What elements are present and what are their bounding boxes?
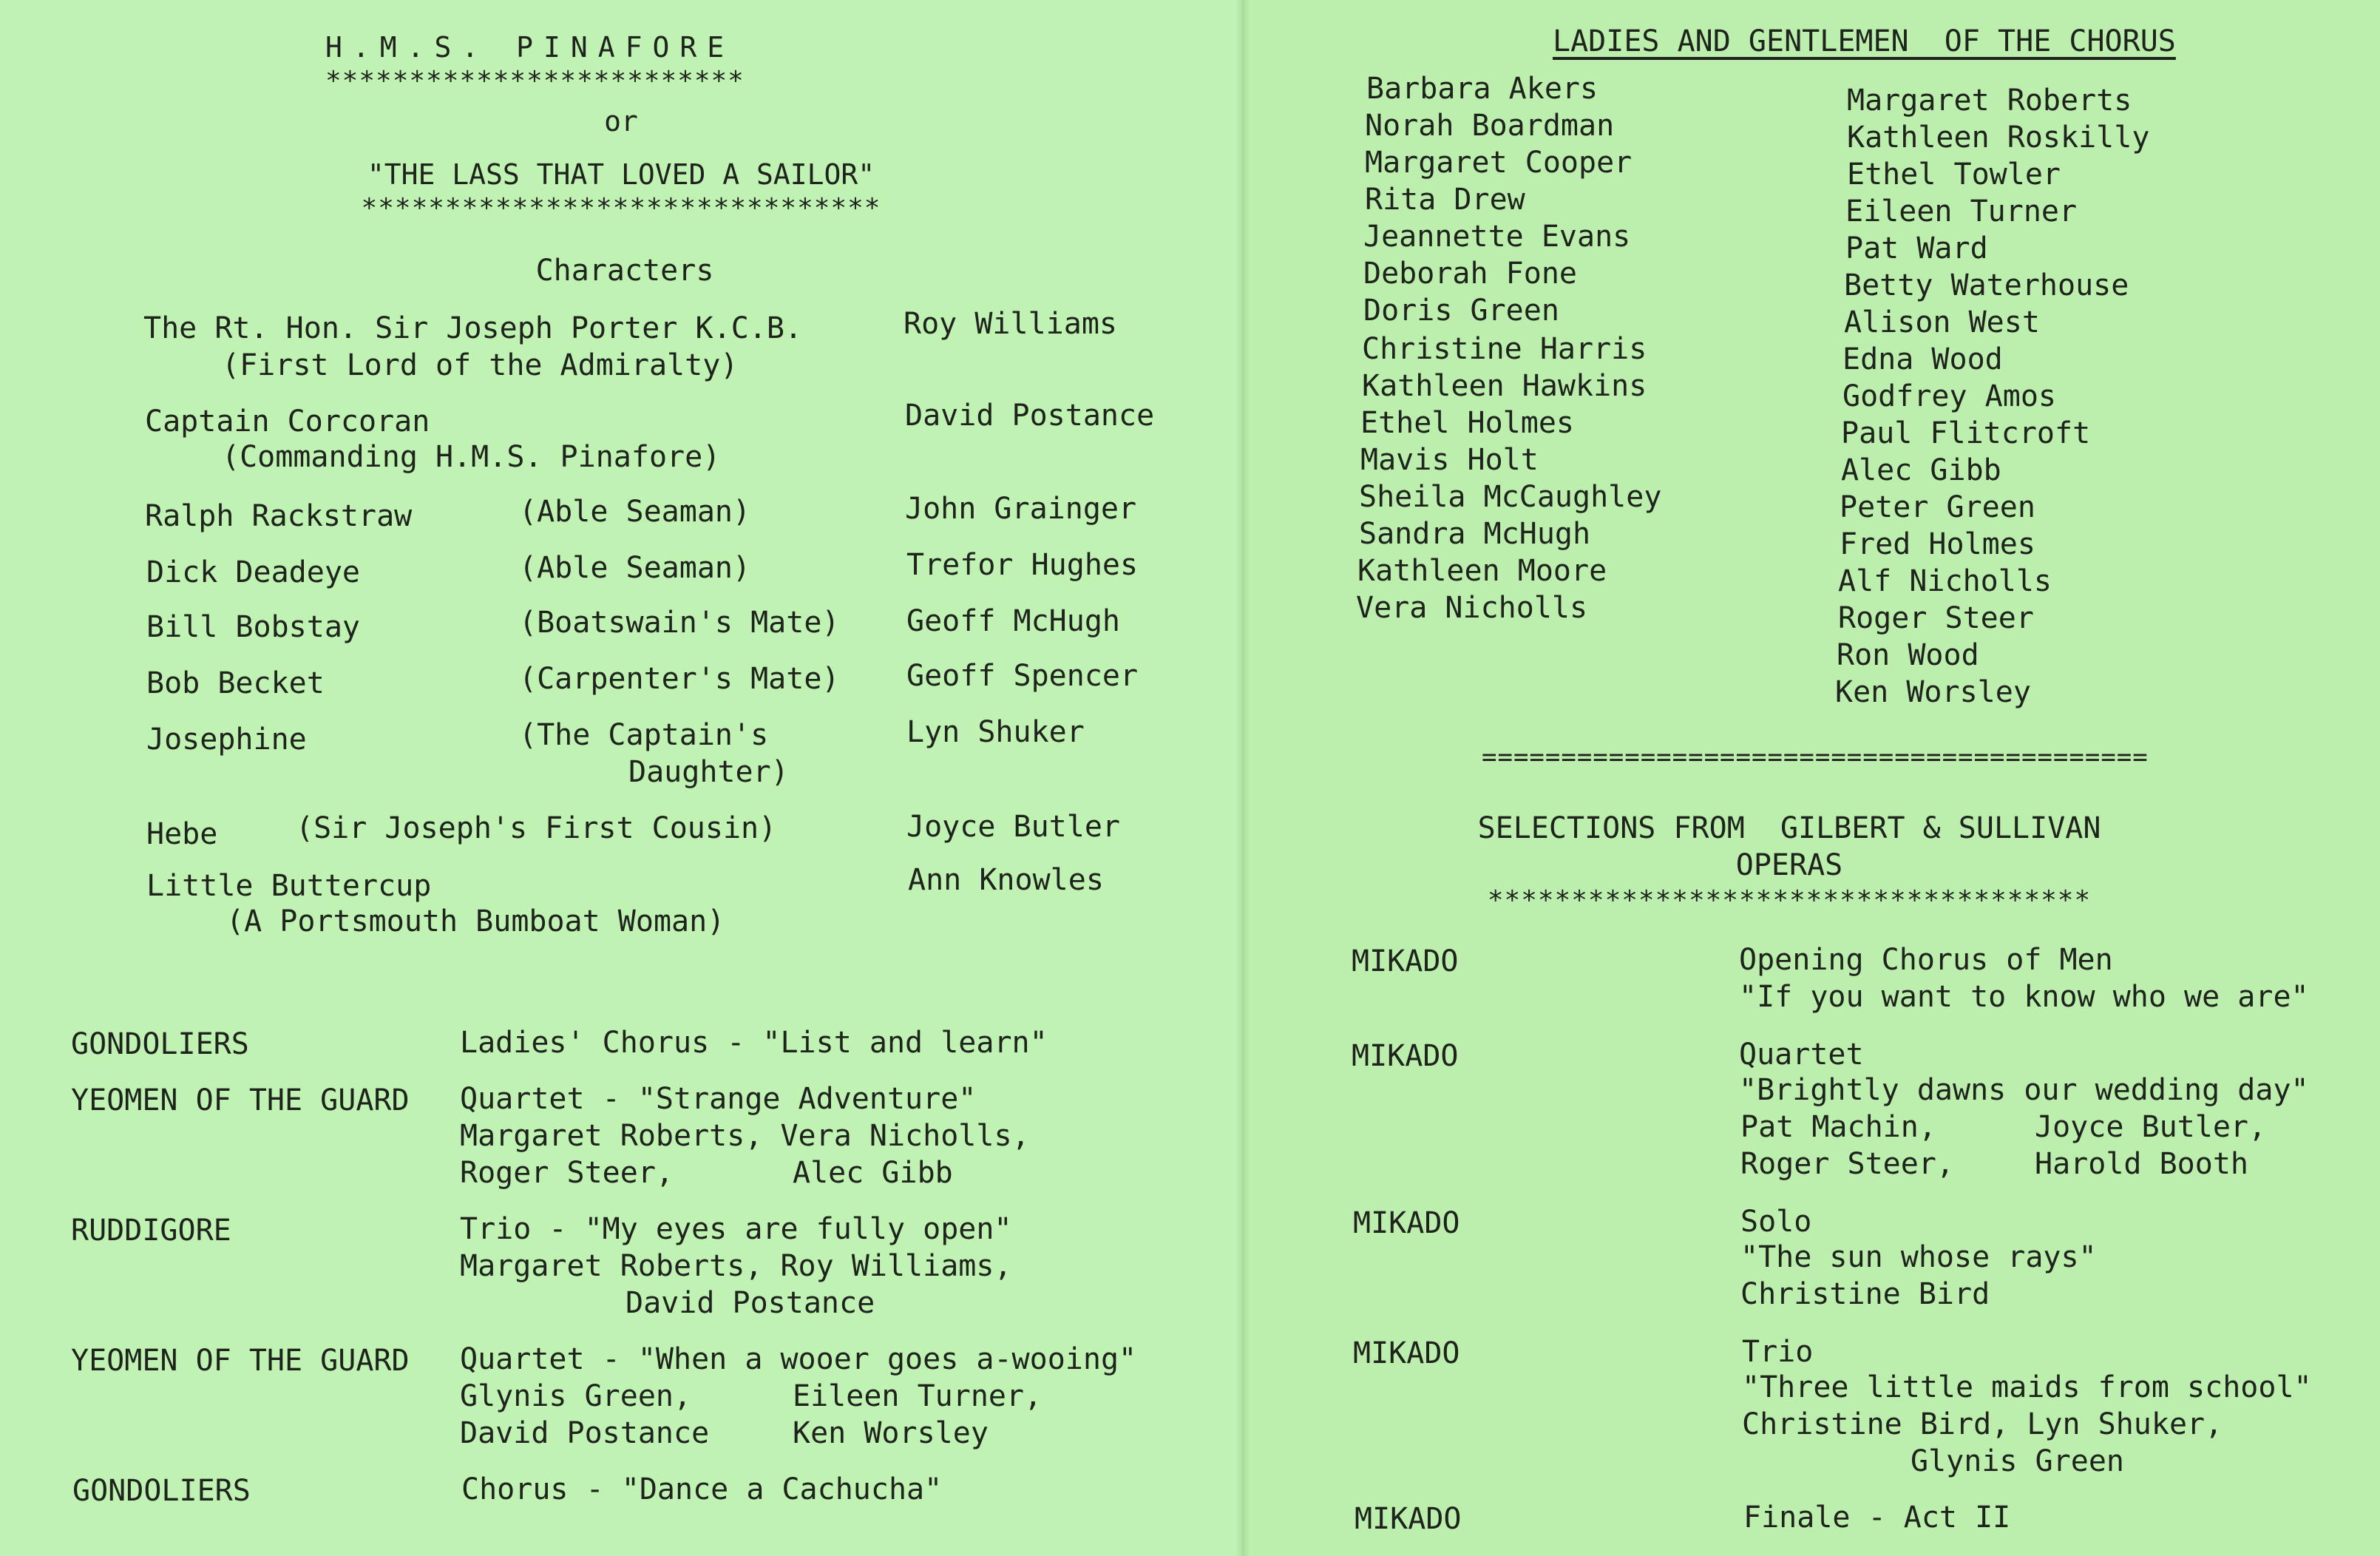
programme-title: H.M.S. PINAFORE [325,31,735,64]
chorus-member: Ken Worsley [1835,675,2031,709]
selection-line: Margaret Roberts, Roy Williams, [460,1249,1012,1283]
selection-line: Alec Gibb [793,1156,953,1190]
selection-opera: GONDOLIERS [72,1474,251,1508]
selection-line: Finale - Act II [1743,1501,2011,1535]
chorus-member: Margaret Roberts [1847,84,2132,118]
cast-desc: (Commanding H.M.S. Pinafore) [222,440,721,474]
chorus-member: Alec Gibb [1841,453,2001,487]
cast-actor: Roy Williams [903,307,1117,341]
cast-actor: Joyce Butler [906,810,1120,844]
chorus-member: Kathleen Moore [1357,554,1607,588]
subtitle-stars: ******************************* [361,193,881,223]
cast-role: Bill Bobstay [146,610,360,644]
chorus-member: Sheila McCaughley [1359,480,1662,514]
selection-line: "Brightly dawns our wedding day" [1739,1073,2309,1107]
selection-opera: YEOMEN OF THE GUARD [71,1344,410,1378]
selection-line: Harold Booth [2035,1147,2248,1181]
selection-line: Chorus - "Dance a Cachucha" [461,1472,943,1506]
cast-desc: (Sir Joseph's First Cousin) [296,811,777,845]
chorus-member: Roger Steer [1838,601,2034,635]
chorus-member: Ethel Towler [1847,158,2061,192]
cast-actor: Trefor Hughes [906,548,1139,582]
chorus-member: Doris Green [1363,294,1559,328]
selection-opera: MIKADO [1352,1039,1459,1073]
selection-line: Pat Machin, [1740,1110,1936,1144]
selection-line: Margaret Roberts, Vera Nicholls, [460,1119,1030,1153]
cast-desc: (Carpenter's Mate) [519,662,840,696]
chorus-member: Kathleen Hawkins [1362,369,1647,403]
chorus-member: Vera Nicholls [1356,591,1588,625]
or-text: or [604,105,638,138]
chorus-member: Deborah Fone [1363,257,1577,291]
chorus-member: Christine Harris [1362,332,1647,366]
selection-line: Christine Bird, Lyn Shuker, [1742,1407,2223,1441]
cast-desc: (Boatswain's Mate) [519,606,840,640]
chorus-member: Ethel Holmes [1360,406,1574,440]
cast-role: Ralph Rackstraw [145,499,413,533]
cast-role: The Rt. Hon. Sir Joseph Porter K.C.B. [143,311,803,345]
selections-heading: SELECTIONS FROM GILBERT & SULLIVAN [1477,811,2101,845]
chorus-member: Rita Drew [1365,183,1525,217]
cast-desc: (A Portsmouth Bumboat Woman) [226,904,725,938]
chorus-member: Ron Wood [1837,638,1979,672]
chorus-member: Mavis Holt [1360,443,1539,477]
title-stars: ************************* [325,66,745,96]
chorus-member: Jeannette Evans [1363,220,1631,254]
selections-stars: ************************************ [1487,885,2092,916]
selection-line: Roger Steer, [1740,1147,1954,1181]
selection-line: Ken Worsley [793,1416,989,1450]
selection-opera: MIKADO [1352,944,1459,978]
selection-opera: MIKADO [1353,1336,1460,1370]
cast-actor: Ann Knowles [908,863,1104,897]
selection-opera: MIKADO [1353,1206,1460,1240]
selection-line: Roger Steer, [460,1156,674,1190]
selection-line: Eileen Turner, [793,1379,1042,1413]
selection-line: "Three little maids from school" [1742,1370,2312,1404]
cast-role: Captain Corcoran [145,405,430,439]
page-fold [1236,0,1250,1556]
selection-opera: YEOMEN OF THE GUARD [71,1083,410,1117]
cast-actor: David Postance [905,399,1155,433]
selection-line: "If you want to know who we are" [1739,980,2309,1014]
chorus-member: Paul Flitcroft [1841,416,2091,450]
selection-line: Quartet - "Strange Adventure" [460,1082,977,1116]
selection-line: David Postance [625,1286,875,1320]
chorus-member: Barbara Akers [1366,72,1598,106]
chorus-member: Eileen Turner [1845,194,2078,229]
cast-actor: Geoff McHugh [906,604,1120,638]
cast-desc: (The Captain's [519,718,769,752]
chorus-member: Edna Wood [1842,342,2003,376]
chorus-member: Betty Waterhouse [1844,268,2129,302]
selection-line: Quartet [1739,1038,1864,1072]
chorus-member: Kathleen Roskilly [1847,121,2150,155]
selection-line: David Postance [460,1416,710,1450]
chorus-member: Godfrey Amos [1842,379,2056,413]
selection-line: Glynis Green [1911,1444,2124,1478]
subtitle: "THE LASS THAT LOVED A SAILOR" [367,158,875,191]
selection-opera: MIKADO [1355,1502,1462,1536]
right-page [1242,0,2380,1556]
cast-actor: John Grainger [905,492,1137,526]
selection-line: Trio - "My eyes are fully open" [460,1212,1012,1246]
cast-role: Dick Deadeye [146,555,360,589]
selection-line: Ladies' Chorus - "List and learn" [460,1026,1048,1060]
selection-line: Opening Chorus of Men [1739,943,2113,977]
selection-line: Christine Bird [1740,1277,1990,1311]
chorus-member: Fred Holmes [1840,527,2035,561]
chorus-member: Norah Boardman [1365,109,1615,143]
cast-role: Little Buttercup [146,869,432,903]
chorus-member: Peter Green [1840,490,2035,524]
selection-line: Trio [1742,1335,1814,1369]
cast-role: Hebe [146,817,218,851]
section-divider: ========================================== [1482,743,2149,772]
selection-opera: GONDOLIERS [71,1027,249,1061]
chorus-member: Sandra McHugh [1359,517,1591,551]
cast-desc: (Able Seaman) [519,551,751,585]
chorus-member: Pat Ward [1845,231,1988,265]
selection-line: Joyce Butler, [2035,1110,2267,1144]
cast-role: Bob Becket [146,666,325,700]
cast-actor: Geoff Spencer [906,659,1139,693]
chorus-member: Margaret Cooper [1365,146,1633,180]
selection-opera: RUDDIGORE [71,1214,231,1248]
characters-heading: Characters [535,254,714,288]
selection-line: Quartet - "When a wooer goes a-wooing" [460,1342,1137,1376]
selection-line: "The sun whose rays" [1740,1240,2097,1274]
chorus-heading: LADIES AND GENTLEMEN OF THE CHORUS [1553,24,2176,58]
selection-line: Solo [1740,1205,1812,1239]
cast-desc: (First Lord of the Admiralty) [222,348,739,382]
cast-desc-continued: Daughter) [628,755,789,789]
cast-actor: Lyn Shuker [906,715,1085,749]
cast-desc: (Able Seaman) [519,495,751,529]
cast-role: Josephine [146,723,307,757]
chorus-member: Alf Nicholls [1838,564,2052,598]
selection-line: Glynis Green, [460,1379,692,1413]
chorus-member: Alison West [1844,305,2040,339]
selections-heading-operas: OPERAS [1735,848,1843,882]
